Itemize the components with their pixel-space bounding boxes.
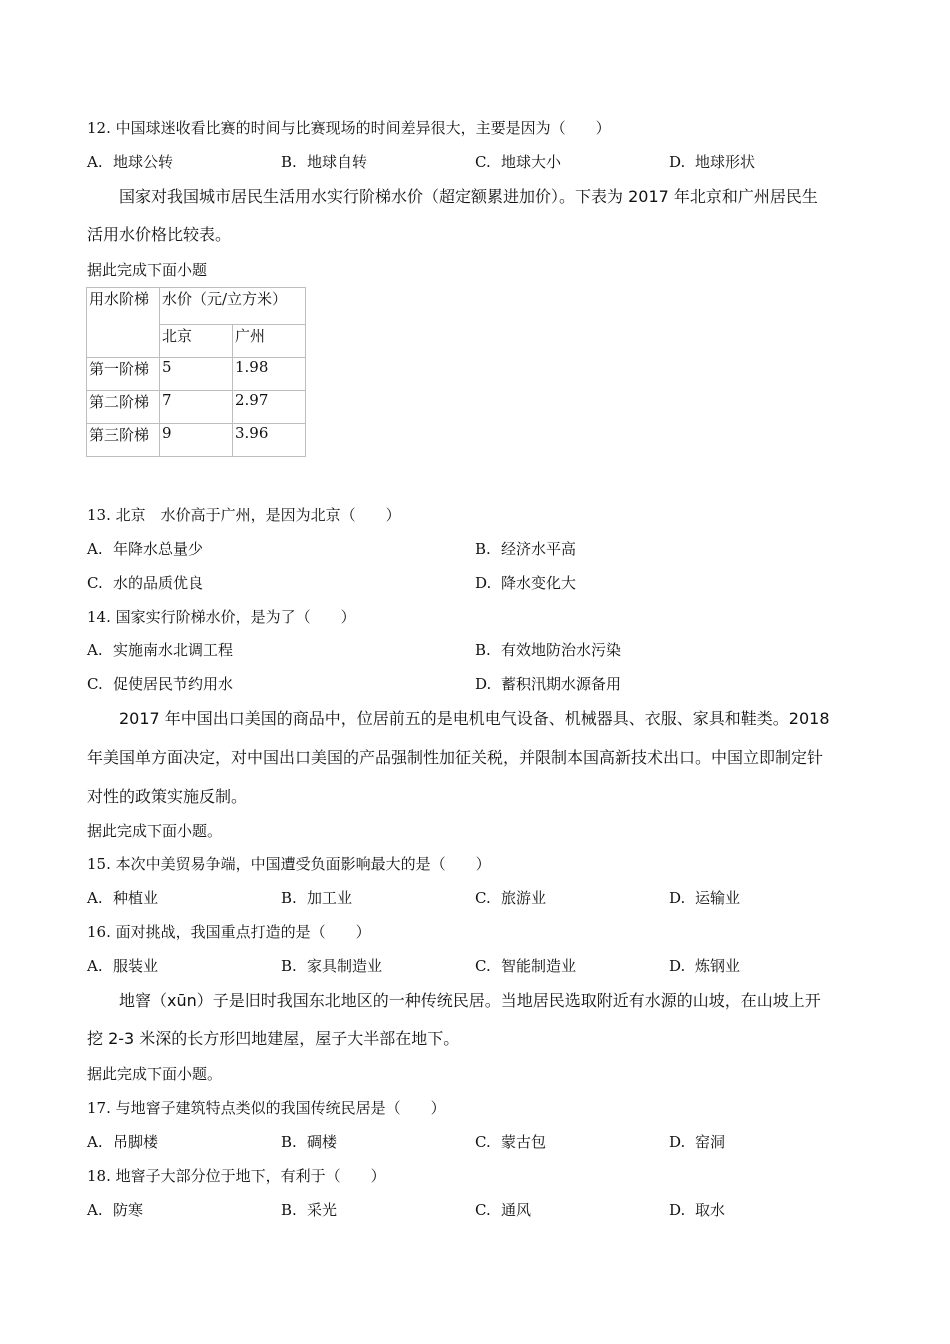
table-header-tier: 用水阶梯: [87, 288, 160, 358]
option-text: 有效地防治水污染: [501, 641, 622, 659]
table-cell-beijing: 7: [160, 391, 233, 424]
water-price-table: [86, 287, 306, 457]
option-letter: C.: [475, 1133, 491, 1151]
option-text: 炼钢业: [695, 957, 741, 975]
question-17-stem: 17. 与地窨子建筑特点类似的我国传统民居是（ ）: [87, 1099, 446, 1117]
option-letter: A.: [87, 1201, 103, 1219]
question-15-stem: 15. 本次中美贸易争端，中国遭受负面影响最大的是（ ）: [87, 855, 491, 873]
q16-option-c[interactable]: [475, 955, 576, 976]
option-text: 种植业: [113, 889, 159, 907]
table-cell-tier: 第三阶梯: [87, 424, 160, 457]
option-text: 实施南水北调工程: [113, 641, 234, 659]
option-letter: B.: [475, 641, 491, 659]
option-letter: B.: [281, 1133, 297, 1151]
option-letter: D.: [475, 574, 492, 592]
q12-option-a[interactable]: [87, 151, 173, 172]
table-cell-beijing: 5: [160, 358, 233, 391]
option-text: 降水变化大: [501, 574, 577, 592]
option-letter: D.: [669, 1133, 686, 1151]
option-text: 地球自转: [307, 153, 368, 171]
table-cell-beijing: 9: [160, 424, 233, 457]
q18-option-b[interactable]: [281, 1199, 337, 1220]
q18-option-d[interactable]: [669, 1199, 725, 1220]
q14-option-d[interactable]: [475, 673, 621, 694]
passage-2-instruction: 据此完成下面小题。: [87, 822, 223, 840]
option-letter: A.: [87, 153, 103, 171]
option-text: 吊脚楼: [113, 1133, 159, 1151]
option-letter: A.: [87, 540, 103, 558]
question-12-stem: 12. 中国球迷收看比赛的时间与比赛现场的时间差异很大，主要是因为（ ）: [87, 119, 611, 137]
option-text: 经济水平高: [501, 540, 577, 558]
q15-option-a[interactable]: [87, 887, 158, 908]
option-letter: A.: [87, 957, 103, 975]
q18-option-a[interactable]: [87, 1199, 143, 1220]
passage-1-line-2: 活用水价格比较表。: [87, 225, 232, 244]
q12-option-c[interactable]: [475, 151, 561, 172]
table-row: [87, 391, 306, 424]
q16-option-d[interactable]: [669, 955, 740, 976]
option-letter: B.: [281, 889, 297, 907]
option-text: 蓄积汛期水源备用: [501, 675, 622, 693]
option-text: 地球形状: [695, 153, 756, 171]
q14-option-c[interactable]: [87, 673, 233, 694]
option-text: 碉楼: [307, 1133, 338, 1151]
q17-option-c[interactable]: [475, 1131, 546, 1152]
option-text: 地球大小: [501, 153, 562, 171]
option-text: 通风: [501, 1201, 532, 1219]
table-header-guangzhou: 广州: [233, 325, 306, 358]
table-cell-guangzhou: 3.96: [233, 424, 306, 457]
passage-2-line-3: 对性的政策实施反制。: [87, 787, 248, 806]
option-letter: D.: [669, 889, 686, 907]
q15-option-c[interactable]: [475, 887, 546, 908]
q13-option-d[interactable]: [475, 572, 576, 593]
option-text: 家具制造业: [307, 957, 383, 975]
option-letter: B.: [281, 1201, 297, 1219]
passage-1-instruction: 据此完成下面小题: [87, 261, 208, 279]
option-text: 年降水总量少: [113, 540, 204, 558]
option-letter: C.: [475, 957, 491, 975]
option-letter: C.: [87, 574, 103, 592]
option-letter: D.: [475, 675, 492, 693]
q18-option-c[interactable]: [475, 1199, 531, 1220]
passage-3-instruction: 据此完成下面小题。: [87, 1065, 223, 1083]
option-letter: B.: [281, 153, 297, 171]
option-letter: B.: [475, 540, 491, 558]
option-text: 智能制造业: [501, 957, 577, 975]
option-text: 服装业: [113, 957, 159, 975]
option-letter: D.: [669, 957, 686, 975]
q13-option-a[interactable]: [87, 538, 203, 559]
option-text: 水的品质优良: [113, 574, 204, 592]
table-cell-guangzhou: 2.97: [233, 391, 306, 424]
q17-option-b[interactable]: [281, 1131, 337, 1152]
table-row: [87, 358, 306, 391]
q16-option-b[interactable]: [281, 955, 382, 976]
q17-option-d[interactable]: [669, 1131, 725, 1152]
option-text: 防寒: [113, 1201, 144, 1219]
q12-option-d[interactable]: [669, 151, 755, 172]
option-text: 加工业: [307, 889, 353, 907]
option-text: 促使居民节约用水: [113, 675, 234, 693]
table-header-beijing: 北京: [160, 325, 233, 358]
option-text: 运输业: [695, 889, 741, 907]
option-letter: A.: [87, 1133, 103, 1151]
option-letter: A.: [87, 889, 103, 907]
passage-3-line-2: 挖 2-3 米深的长方形凹地建屋，屋子大半部在地下。: [87, 1029, 460, 1048]
passage-3-line-1: 地窨（xūn）子是旧时我国东北地区的一种传统民居。当地居民选取附近有水源的山坡，在山坡上开: [119, 991, 821, 1010]
q14-option-b[interactable]: [475, 639, 621, 660]
q13-option-b[interactable]: [475, 538, 576, 559]
passage-1-line-1: 国家对我国城市居民生活用水实行阶梯水价（超定额累进加价）。下表为 2017 年北京和广州居民生: [119, 187, 818, 206]
q15-option-b[interactable]: [281, 887, 352, 908]
q15-option-d[interactable]: [669, 887, 740, 908]
option-text: 旅游业: [501, 889, 547, 907]
q17-option-a[interactable]: [87, 1131, 158, 1152]
table-header-price: 水价（元/立方米）: [160, 288, 306, 325]
option-letter: D.: [669, 1201, 686, 1219]
option-text: 采光: [307, 1201, 338, 1219]
option-text: 地球公转: [113, 153, 174, 171]
option-text: 蒙古包: [501, 1133, 547, 1151]
table-cell-tier: 第二阶梯: [87, 391, 160, 424]
q13-option-c[interactable]: [87, 572, 203, 593]
table-cell-guangzhou: 1.98: [233, 358, 306, 391]
question-16-stem: 16. 面对挑战，我国重点打造的是（ ）: [87, 923, 371, 941]
table-cell-tier: 第一阶梯: [87, 358, 160, 391]
option-letter: C.: [87, 675, 103, 693]
table-row: [87, 424, 306, 457]
q12-option-b[interactable]: [281, 151, 367, 172]
passage-2-line-1: 2017 年中国出口美国的商品中，位居前五的是电机电气设备、机械器具、衣服、家具和鞋类。2018: [119, 709, 830, 728]
question-13-stem: 13. 北京 水价高于广州，是因为北京（ ）: [87, 506, 401, 524]
option-letter: A.: [87, 641, 103, 659]
option-letter: D.: [669, 153, 686, 171]
q14-option-a[interactable]: [87, 639, 233, 660]
option-text: 取水: [695, 1201, 726, 1219]
q16-option-a[interactable]: [87, 955, 158, 976]
option-text: 窑洞: [695, 1133, 726, 1151]
option-letter: C.: [475, 889, 491, 907]
option-letter: C.: [475, 153, 491, 171]
option-letter: C.: [475, 1201, 491, 1219]
passage-2-line-2: 年美国单方面决定，对中国出口美国的产品强制性加征关税，并限制本国高新技术出口。中国立即制定针: [87, 748, 824, 767]
question-14-stem: 14. 国家实行阶梯水价，是为了（ ）: [87, 608, 356, 626]
option-letter: B.: [281, 957, 297, 975]
question-18-stem: 18. 地窨子大部分位于地下，有利于（ ）: [87, 1167, 386, 1185]
